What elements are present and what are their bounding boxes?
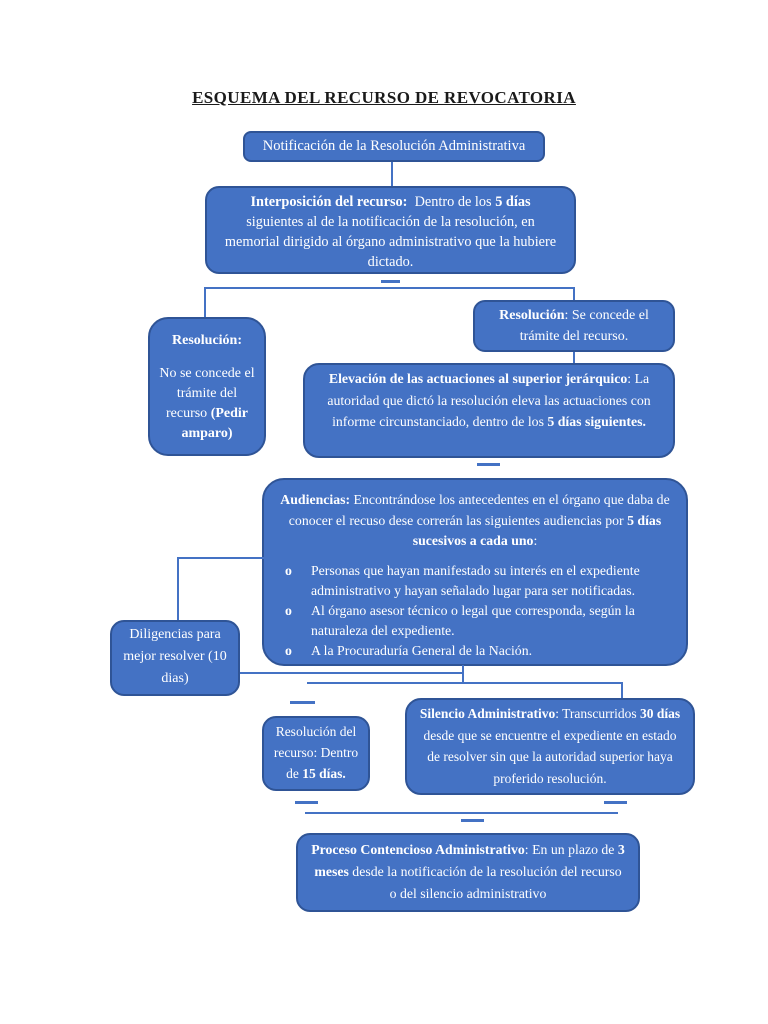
- node-diligencias: [110, 620, 240, 696]
- node-silencio-administrativo: [405, 698, 695, 795]
- bullet-marker: o: [285, 642, 292, 658]
- node-audiencias: [262, 478, 688, 666]
- bullet-list: [278, 561, 672, 661]
- node-text: Notificación de la Resolución Administrativa: [262, 138, 526, 154]
- connector-branch-left-drop: [204, 287, 206, 317]
- node-text: Proceso Contencioso Administrativo: En un plazo de 3 meses desde la notificación de la resolución del recurso o del silencio administrativo: [311, 842, 625, 901]
- bullet-item: [278, 641, 672, 661]
- connector-concedida-to-elevacion: [573, 352, 575, 363]
- node-text: Diligencias para mejor resolver (10 dias): [123, 627, 227, 686]
- bullet-text: A la Procuraduría General de la Nación.: [311, 642, 533, 658]
- connector-branch-horizontal: [204, 287, 575, 289]
- node-text: Interposición del recurso: Dentro de los 5 días siguientes al de la notificación de la resolución, en memorial dirigido al órgano administrativo que la hubiere dictado.: [224, 194, 557, 270]
- node-resolucion-recurso: [262, 716, 370, 791]
- bullet-marker: o: [285, 602, 292, 618]
- node-text: Resolución: Se concede el trámite del recurso.: [499, 308, 649, 344]
- connector-stub-below-interposicion: [381, 280, 400, 283]
- node-notificacion: [243, 131, 545, 162]
- node-text: Silencio Administrativo: Transcurridos 30 días desde que se encuentre el expediente en estado de resolver sin que la autoridad superior haya proferido resolución.: [419, 706, 681, 786]
- node-resolucion-denegada: [148, 317, 266, 456]
- node-elevacion-actuaciones: [303, 363, 675, 458]
- bullet-text: Personas que hayan manifestado su interés en el expediente administrativo y hayan señalado lugar para ser notificadas.: [311, 562, 640, 598]
- connector-stub-below-silencio: [604, 801, 627, 804]
- connector-notificacion-to-interposicion: [391, 162, 393, 186]
- bullet-item: [278, 601, 672, 641]
- connector-audiencias-to-diligencias-drop: [177, 557, 179, 620]
- node-resolucion-concedida: [473, 300, 675, 352]
- bullet-text: Al órgano asesor técnico o legal que corresponda, según la naturaleza del expediente.: [311, 602, 635, 638]
- node-text: Elevación de las actuaciones al superior jerárquico: La autoridad que dictó la resolución eleva las actuaciones con informe circunstanciado, dentro de los 5 días siguientes.: [327, 371, 651, 429]
- connector-silencio-drop: [621, 682, 623, 698]
- connector-branch-right-drop: [573, 287, 575, 300]
- connector-stub-above-resolucion-recurso: [290, 701, 315, 704]
- node-text: No se concede el trámite del recurso (Pedir amparo): [159, 366, 255, 441]
- node-interposicion: [205, 186, 576, 274]
- bullet-marker: o: [285, 562, 292, 578]
- connector-stub-below-elevacion: [477, 463, 500, 466]
- bullet-item: [278, 561, 672, 601]
- connector-junction-horizontal: [307, 682, 623, 684]
- connector-merge-horizontal: [305, 812, 618, 814]
- page-title: ESQUEMA DEL RECURSO DE REVOCATORIA: [192, 88, 576, 107]
- node-text: Audiencias: Encontrándose los antecedentes en el órgano que daba de conocer el recuso dese correrán las siguientes audiencias por 5 días sucesivos a cada uno:: [280, 492, 670, 548]
- node-proceso-contencioso: [296, 833, 640, 912]
- connector-stub-above-proceso: [461, 819, 484, 822]
- connector-audiencias-to-diligencias-horizontal: [177, 557, 264, 559]
- connector-stub-below-resolucion-recurso: [295, 801, 318, 804]
- node-heading: Resolución:: [172, 333, 242, 348]
- node-text: Resolución del recurso: Dentro de 15 días.: [273, 724, 359, 781]
- connector-diligencias-junction-horizontal: [240, 672, 462, 674]
